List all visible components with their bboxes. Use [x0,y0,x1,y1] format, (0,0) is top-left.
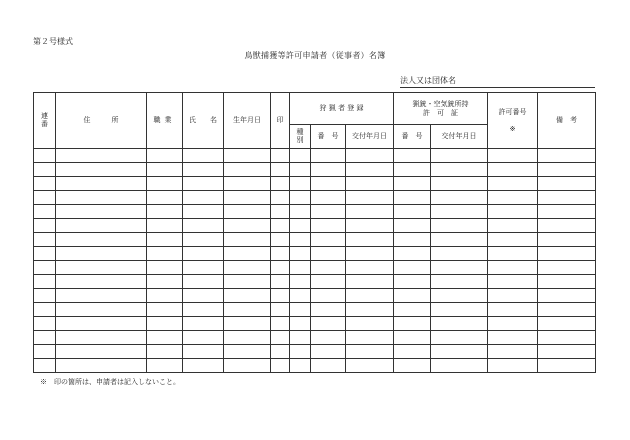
cell-permit-number[interactable] [488,303,538,317]
cell-serial[interactable] [34,219,56,233]
cell-name[interactable] [183,359,224,373]
cell-name[interactable] [183,149,224,163]
cell-remarks[interactable] [538,289,596,303]
cell-gun-number[interactable] [394,247,431,261]
cell-gun-number[interactable] [394,261,431,275]
cell-kind[interactable] [290,331,311,345]
cell-permit-number[interactable] [488,359,538,373]
cell-gun-issue-date[interactable] [431,303,488,317]
cell-gun-issue-date[interactable] [431,247,488,261]
cell-occupation[interactable] [147,149,183,163]
cell-occupation[interactable] [147,163,183,177]
subcol-gun-issue-date: 交付年月日 [431,125,488,149]
gun-permit-line1: 猟銃・空気銃所持 [412,99,469,108]
cell-address[interactable] [56,205,147,219]
cell-gun-number[interactable] [394,233,431,247]
cell-address[interactable] [56,317,147,331]
cell-serial[interactable] [34,303,56,317]
table-row [34,275,596,289]
cell-occupation[interactable] [147,261,183,275]
cell-gun-number[interactable] [394,177,431,191]
cell-seal[interactable] [271,233,290,247]
cell-name[interactable] [183,345,224,359]
cell-serial[interactable] [34,275,56,289]
cell-gun-number[interactable] [394,317,431,331]
col-serial: 連番 [34,93,56,149]
cell-address[interactable] [56,289,147,303]
cell-remarks[interactable] [538,331,596,345]
cell-birthdate[interactable] [224,247,271,261]
cell-occupation[interactable] [147,219,183,233]
cell-gun-number[interactable] [394,205,431,219]
cell-remarks[interactable] [538,191,596,205]
table-row [34,191,596,205]
cell-permit-number[interactable] [488,205,538,219]
cell-name[interactable] [183,191,224,205]
footnote: ※ 印の箇所は、申請者は記入しないこと。 [40,378,180,386]
cell-hunting-issue-date[interactable] [346,191,394,205]
organization-name-field[interactable] [400,76,595,88]
col-hunting-registration: 狩 猟 者 登 録 [290,93,394,125]
cell-hunting-number[interactable] [311,247,346,261]
cell-serial[interactable] [34,205,56,219]
cell-permit-number[interactable] [488,317,538,331]
cell-hunting-number[interactable] [311,303,346,317]
cell-hunting-issue-date[interactable] [346,317,394,331]
cell-address[interactable] [56,261,147,275]
cell-gun-issue-date[interactable] [431,219,488,233]
cell-kind[interactable] [290,219,311,233]
cell-gun-issue-date[interactable] [431,177,488,191]
gun-permit-line2: 許 可 証 [423,108,458,117]
cell-address[interactable] [56,233,147,247]
cell-serial[interactable] [34,359,56,373]
cell-hunting-issue-date[interactable] [346,205,394,219]
cell-permit-number[interactable] [488,191,538,205]
cell-address[interactable] [56,275,147,289]
cell-kind[interactable] [290,359,311,373]
cell-permit-number[interactable] [488,331,538,345]
table-row [34,219,596,233]
cell-remarks[interactable] [538,261,596,275]
cell-hunting-number[interactable] [311,261,346,275]
cell-hunting-issue-date[interactable] [346,289,394,303]
cell-occupation[interactable] [147,331,183,345]
cell-seal[interactable] [271,289,290,303]
cell-gun-number[interactable] [394,191,431,205]
cell-hunting-issue-date[interactable] [346,359,394,373]
cell-serial[interactable] [34,261,56,275]
cell-gun-issue-date[interactable] [431,205,488,219]
col-remarks: 備 考 [538,93,596,149]
cell-hunting-number[interactable] [311,331,346,345]
cell-seal[interactable] [271,149,290,163]
cell-seal[interactable] [271,163,290,177]
cell-gun-number[interactable] [394,359,431,373]
col-seal: 印 [271,93,290,149]
cell-gun-issue-date[interactable] [431,359,488,373]
col-permit-number [488,93,538,149]
cell-address[interactable] [56,163,147,177]
cell-serial[interactable] [34,163,56,177]
cell-seal[interactable] [271,177,290,191]
cell-seal[interactable] [271,205,290,219]
cell-birthdate[interactable] [224,205,271,219]
cell-permit-number[interactable] [488,345,538,359]
cell-remarks[interactable] [538,247,596,261]
cell-serial[interactable] [34,191,56,205]
cell-address[interactable] [56,331,147,345]
cell-permit-number[interactable] [488,233,538,247]
cell-remarks[interactable] [538,275,596,289]
cell-occupation[interactable] [147,191,183,205]
table-row [34,149,596,163]
cell-seal[interactable] [271,331,290,345]
cell-serial[interactable] [34,289,56,303]
cell-serial[interactable] [34,149,56,163]
cell-permit-number[interactable] [488,177,538,191]
cell-gun-issue-date[interactable] [431,163,488,177]
cell-name[interactable] [183,163,224,177]
cell-address[interactable] [56,345,147,359]
cell-occupation[interactable] [147,289,183,303]
cell-kind[interactable] [290,149,311,163]
cell-hunting-issue-date[interactable] [346,303,394,317]
cell-hunting-issue-date[interactable] [346,331,394,345]
cell-kind[interactable] [290,177,311,191]
cell-kind[interactable] [290,191,311,205]
header-row-main [34,93,596,125]
cell-address[interactable] [56,177,147,191]
cell-birthdate[interactable] [224,149,271,163]
cell-hunting-number[interactable] [311,219,346,233]
cell-permit-number[interactable] [488,163,538,177]
cell-occupation[interactable] [147,359,183,373]
table-row [34,331,596,345]
table-row [34,261,596,275]
cell-birthdate[interactable] [224,233,271,247]
col-gun-permit [394,93,488,125]
cell-remarks[interactable] [538,205,596,219]
cell-remarks[interactable] [538,233,596,247]
cell-birthdate[interactable] [224,163,271,177]
cell-kind[interactable] [290,163,311,177]
cell-hunting-number[interactable] [311,177,346,191]
cell-kind[interactable] [290,247,311,261]
cell-serial[interactable] [34,345,56,359]
cell-gun-number[interactable] [394,303,431,317]
cell-name[interactable] [183,289,224,303]
cell-hunting-number[interactable] [311,233,346,247]
cell-gun-number[interactable] [394,163,431,177]
cell-remarks[interactable] [538,177,596,191]
cell-hunting-number[interactable] [311,275,346,289]
table-row [34,177,596,191]
cell-remarks[interactable] [538,317,596,331]
cell-serial[interactable] [34,233,56,247]
cell-seal[interactable] [271,303,290,317]
cell-birthdate[interactable] [224,191,271,205]
cell-hunting-issue-date[interactable] [346,219,394,233]
cell-name[interactable] [183,233,224,247]
cell-serial[interactable] [34,247,56,261]
cell-occupation[interactable] [147,205,183,219]
cell-hunting-issue-date[interactable] [346,163,394,177]
permit-number-label: 許可番号 [498,107,527,116]
cell-address[interactable] [56,149,147,163]
cell-kind[interactable] [290,317,311,331]
cell-birthdate[interactable] [224,261,271,275]
cell-hunting-number[interactable] [311,163,346,177]
cell-gun-number[interactable] [394,219,431,233]
cell-hunting-issue-date[interactable] [346,261,394,275]
cell-permit-number[interactable] [488,289,538,303]
subcol-kind: 種別 [290,125,311,149]
cell-birthdate[interactable] [224,275,271,289]
cell-kind[interactable] [290,233,311,247]
cell-name[interactable] [183,275,224,289]
cell-kind[interactable] [290,303,311,317]
cell-remarks[interactable] [538,149,596,163]
cell-occupation[interactable] [147,233,183,247]
cell-gun-issue-date[interactable] [431,261,488,275]
table-row [34,359,596,373]
cell-seal[interactable] [271,275,290,289]
cell-address[interactable] [56,247,147,261]
col-address: 住 所 [56,93,147,149]
cell-hunting-issue-date[interactable] [346,345,394,359]
cell-kind[interactable] [290,261,311,275]
cell-hunting-issue-date[interactable] [346,233,394,247]
col-birthdate: 生年月日 [224,93,271,149]
col-name: 氏 名 [183,93,224,149]
table-row [34,345,596,359]
cell-hunting-number[interactable] [311,317,346,331]
cell-gun-number[interactable] [394,345,431,359]
applicant-roster-table [33,92,596,373]
cell-occupation[interactable] [147,303,183,317]
cell-birthdate[interactable] [224,303,271,317]
cell-name[interactable] [183,177,224,191]
cell-hunting-issue-date[interactable] [346,275,394,289]
form-number: 第２号様式 [33,37,73,46]
cell-gun-issue-date[interactable] [431,317,488,331]
cell-address[interactable] [56,359,147,373]
cell-hunting-number[interactable] [311,359,346,373]
cell-permit-number[interactable] [488,275,538,289]
cell-kind[interactable] [290,345,311,359]
subcol-gun-number: 番 号 [394,125,431,149]
permit-mark: ※ [509,124,516,133]
cell-hunting-number[interactable] [311,149,346,163]
cell-birthdate[interactable] [224,317,271,331]
cell-kind[interactable] [290,205,311,219]
cell-remarks[interactable] [538,345,596,359]
cell-occupation[interactable] [147,345,183,359]
cell-hunting-issue-date[interactable] [346,177,394,191]
cell-serial[interactable] [34,331,56,345]
cell-permit-number[interactable] [488,261,538,275]
cell-gun-number[interactable] [394,149,431,163]
table-row [34,163,596,177]
cell-name[interactable] [183,303,224,317]
table-row [34,247,596,261]
cell-occupation[interactable] [147,317,183,331]
cell-gun-number[interactable] [394,289,431,303]
table-row [34,205,596,219]
cell-address[interactable] [56,219,147,233]
cell-occupation[interactable] [147,275,183,289]
cell-hunting-issue-date[interactable] [346,247,394,261]
cell-address[interactable] [56,191,147,205]
cell-hunting-number[interactable] [311,289,346,303]
cell-birthdate[interactable] [224,219,271,233]
cell-remarks[interactable] [538,359,596,373]
cell-birthdate[interactable] [224,359,271,373]
cell-serial[interactable] [34,177,56,191]
cell-gun-issue-date[interactable] [431,233,488,247]
cell-kind[interactable] [290,289,311,303]
cell-remarks[interactable] [538,303,596,317]
cell-gun-issue-date[interactable] [431,275,488,289]
table-row [34,317,596,331]
cell-seal[interactable] [271,345,290,359]
cell-name[interactable] [183,331,224,345]
cell-birthdate[interactable] [224,177,271,191]
cell-name[interactable] [183,261,224,275]
cell-remarks[interactable] [538,163,596,177]
cell-hunting-number[interactable] [311,191,346,205]
cell-name[interactable] [183,317,224,331]
table-row [34,289,596,303]
page-title: 鳥獣捕獲等許可申請者（従事者）名簿 [244,51,386,60]
cell-remarks[interactable] [538,219,596,233]
cell-address[interactable] [56,303,147,317]
cell-seal[interactable] [271,191,290,205]
organization-name-label: 法人又は団体名 [400,76,456,85]
cell-gun-issue-date[interactable] [431,331,488,345]
cell-seal[interactable] [271,317,290,331]
cell-birthdate[interactable] [224,289,271,303]
cell-birthdate[interactable] [224,331,271,345]
cell-hunting-number[interactable] [311,205,346,219]
cell-gun-number[interactable] [394,331,431,345]
cell-birthdate[interactable] [224,345,271,359]
cell-name[interactable] [183,219,224,233]
cell-seal[interactable] [271,219,290,233]
cell-permit-number[interactable] [488,149,538,163]
cell-gun-number[interactable] [394,275,431,289]
subcol-hunting-issue-date: 交付年月日 [346,125,394,149]
table-row [34,233,596,247]
col-occupation: 職業 [147,93,183,149]
cell-occupation[interactable] [147,247,183,261]
cell-name[interactable] [183,247,224,261]
cell-seal[interactable] [271,247,290,261]
cell-seal[interactable] [271,261,290,275]
cell-seal[interactable] [271,359,290,373]
cell-hunting-issue-date[interactable] [346,149,394,163]
cell-hunting-number[interactable] [311,345,346,359]
cell-serial[interactable] [34,317,56,331]
subcol-hunting-number: 番 号 [311,125,346,149]
cell-permit-number[interactable] [488,247,538,261]
cell-permit-number[interactable] [488,219,538,233]
cell-kind[interactable] [290,275,311,289]
cell-gun-issue-date[interactable] [431,345,488,359]
cell-gun-issue-date[interactable] [431,149,488,163]
cell-name[interactable] [183,205,224,219]
table-row [34,303,596,317]
cell-gun-issue-date[interactable] [431,289,488,303]
cell-occupation[interactable] [147,177,183,191]
cell-gun-issue-date[interactable] [431,191,488,205]
